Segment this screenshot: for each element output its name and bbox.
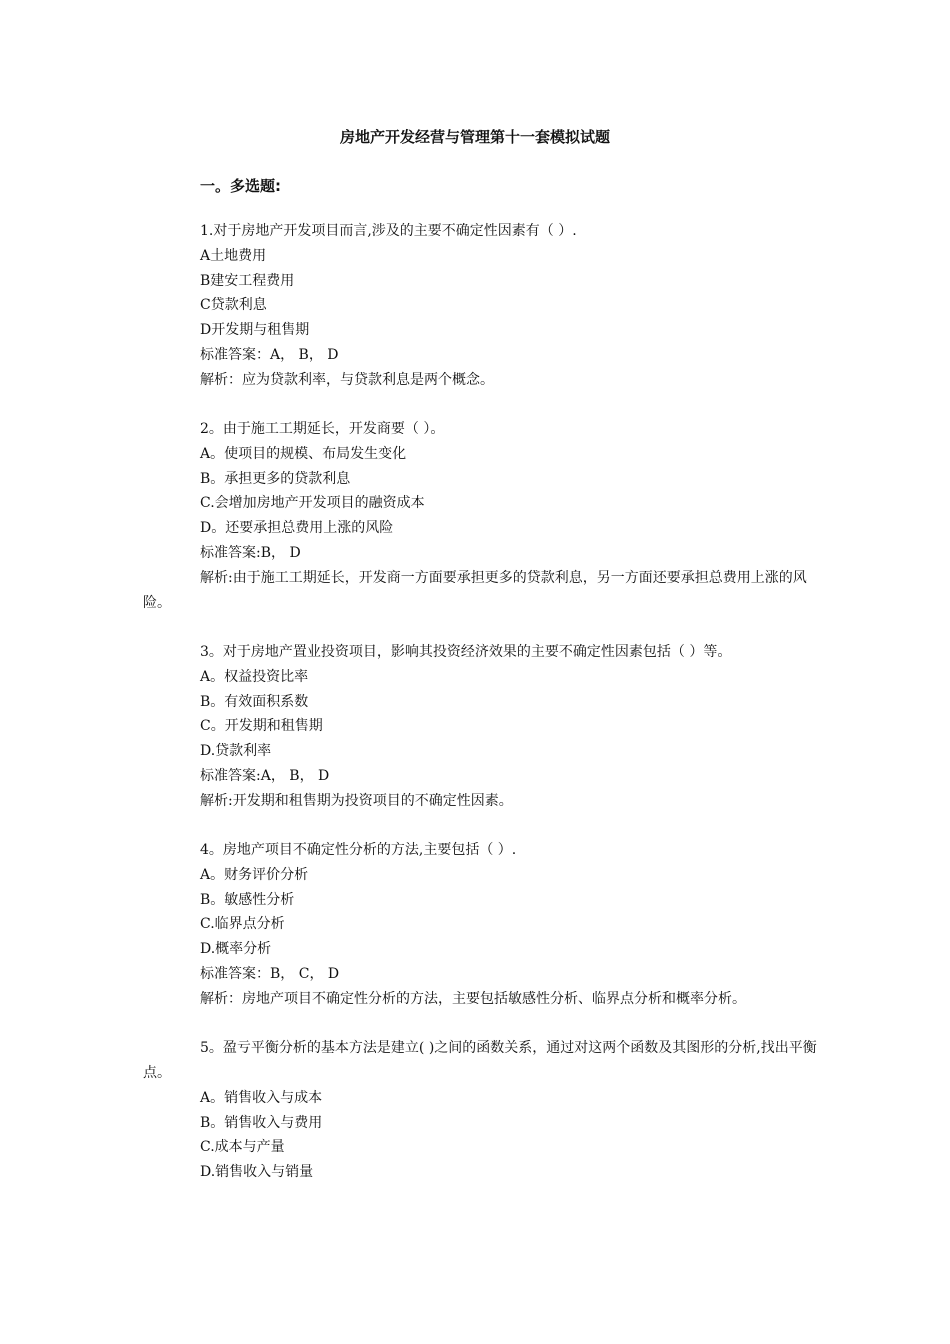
option-a: A。销售收入与成本 — [200, 1089, 323, 1106]
option-d: D.销售收入与销量 — [200, 1164, 314, 1181]
option-c: C.临界点分析 — [200, 916, 285, 933]
question-list — [143, 219, 823, 1209]
question-stem: 4。房地产项目不确定性分析的方法,主要包括（ ）. — [200, 842, 517, 859]
option-b: B。承担更多的贷款利息 — [200, 470, 351, 487]
option-b: B建安工程费用 — [200, 272, 295, 289]
option-d: D.概率分析 — [200, 941, 272, 958]
analysis: 解析:由于施工工期延长，开发商一方面要承担更多的贷款利息，另一方面还要承担总费用上涨的风险。 — [143, 569, 807, 611]
question-3 — [143, 640, 823, 814]
option-d: D.贷款利率 — [200, 743, 272, 760]
standard-answer: 标准答案:A， B， D — [200, 767, 330, 784]
document-title: 房地产开发经营与管理第十一套模拟试题 — [339, 128, 610, 146]
question-2 — [143, 417, 823, 615]
question-1 — [143, 219, 823, 393]
option-b: B。敏感性分析 — [200, 891, 295, 908]
option-d: D。还要承担总费用上涨的风险 — [200, 520, 394, 537]
option-a: A土地费用 — [200, 247, 267, 264]
question-stem: 1.对于房地产开发项目而言,涉及的主要不确定性因素有（ ）. — [200, 223, 577, 239]
option-d: D开发期与租售期 — [200, 322, 310, 339]
option-a: A。权益投资比率 — [200, 668, 309, 685]
question-stem: 2。由于施工工期延长，开发商要（ ）。 — [200, 421, 445, 438]
analysis: 解析：房地产项目不确定性分析的方法，主要包括敏感性分析、临界点分析和概率分析。 — [200, 990, 746, 1007]
section-heading: 一。多选题: — [200, 177, 281, 195]
option-b: B。有效面积系数 — [200, 693, 309, 710]
question-stem: 3。对于房地产置业投资项目，影响其投资经济效果的主要不确定性因素包括（ ）等。 — [200, 643, 732, 660]
option-c: C.会增加房地产开发项目的融资成本 — [200, 495, 425, 512]
option-c: C贷款利息 — [200, 297, 267, 314]
question-5 — [143, 1036, 823, 1185]
option-a: A。使项目的规模、布局发生变化 — [200, 445, 407, 462]
standard-answer: 标准答案:B， D — [200, 545, 301, 562]
option-c: C.成本与产量 — [200, 1139, 285, 1156]
analysis: 解析：应为贷款利率，与贷款利息是两个概念。 — [200, 371, 494, 388]
question-4 — [143, 838, 823, 1012]
option-b: B。销售收入与费用 — [200, 1114, 323, 1131]
question-stem: 5。盈亏平衡分析的基本方法是建立( )之间的函数关系，通过对这两个函数及其图形的分析,找出平衡点。 — [143, 1040, 817, 1081]
standard-answer: 标准答案：A， B， D — [200, 346, 339, 363]
option-c: C。开发期和租售期 — [200, 718, 323, 735]
option-a: A。财务评价分析 — [200, 866, 309, 883]
standard-answer: 标准答案：B， C， D — [200, 966, 340, 983]
analysis: 解析:开发期和租售期为投资项目的不确定性因素。 — [200, 792, 513, 809]
